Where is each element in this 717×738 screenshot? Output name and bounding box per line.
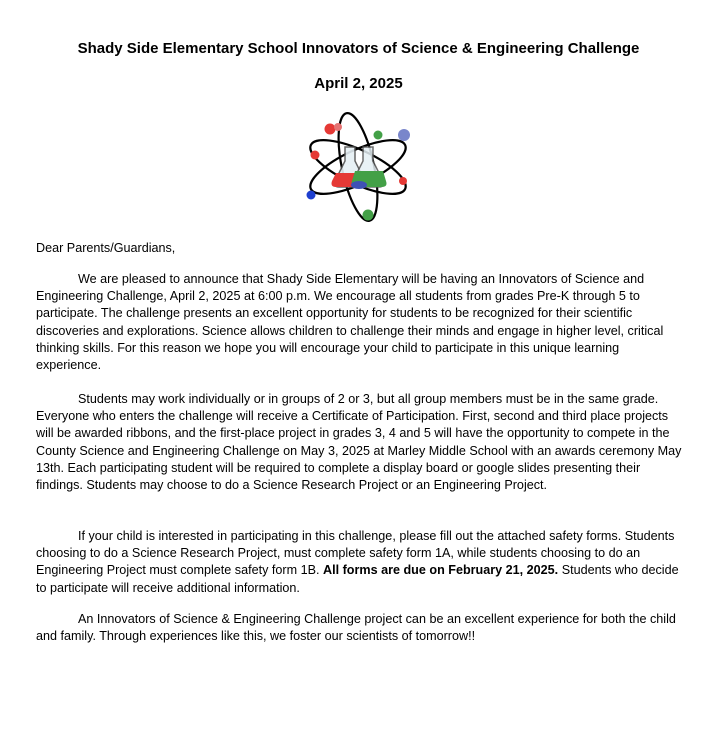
greeting: Dear Parents/Guardians, xyxy=(36,241,176,255)
forms-due-date: All forms are due on February 21, 2025. xyxy=(323,563,559,578)
document-date: April 2, 2025 xyxy=(314,75,403,92)
paragraph-2-text: Students may work individually or in groups of 2 or 3, but all group members must be in the same grade. Everyone who enters the challenge will receive a Certificate of Participation. First, second and third place projects will be awarded ribbons, and the first-place project in grades 3, 4 and 5 will have the opportunity to compete in the County Science and Engineering Challenge on May 3, 2025 at Marley Middle School with an awards ceremony May 13th. Each participating student will be required to complete a display board or google slides presenting their findings. Students may choose to do a Science Research Project or an Engineering Project. xyxy=(36,392,682,493)
paragraph-closing xyxy=(36,611,686,645)
paragraph-3-start: If your child is interested in participating in this challenge, please fill out the attached safety forms. Students choosing to do a Science Research Project, must complete safety form 1A, while students choosing to do an Engineering Project must complete safety form 1B. xyxy=(36,529,675,578)
paragraph-1-text: We are pleased to announce that Shady Side Elementary will be having an Innovators of Science and Engineering Challenge, April 2, 2025 at 6:00 p.m. We encourage all students from grades Pre-K through 5 to participate. The challenge presents an excellent opportunity for students to be recognized for their scientific discoveries and explorations. Science allows children to challenge their minds and engage in higher level, critical thinking skills. For this reason we hope you will encourage your child to participate in this unique learning experience. xyxy=(36,272,664,373)
paragraph-4-text: An Innovators of Science & Engineering Challenge project can be an excellent experience for both the child and family. Through experiences like this, we foster our scientists of tomorrow!! xyxy=(36,612,676,644)
document-title: Shady Side Elementary School Innovators of Science & Engineering Challenge xyxy=(77,40,640,57)
paragraph-announcement xyxy=(36,271,686,374)
science-atom-flasks-icon xyxy=(303,107,413,225)
paragraph-safety-forms xyxy=(36,528,686,597)
paragraph-3-end: Students who decide to participate will receive additional information. xyxy=(36,563,679,595)
paragraph-participation xyxy=(36,391,686,494)
